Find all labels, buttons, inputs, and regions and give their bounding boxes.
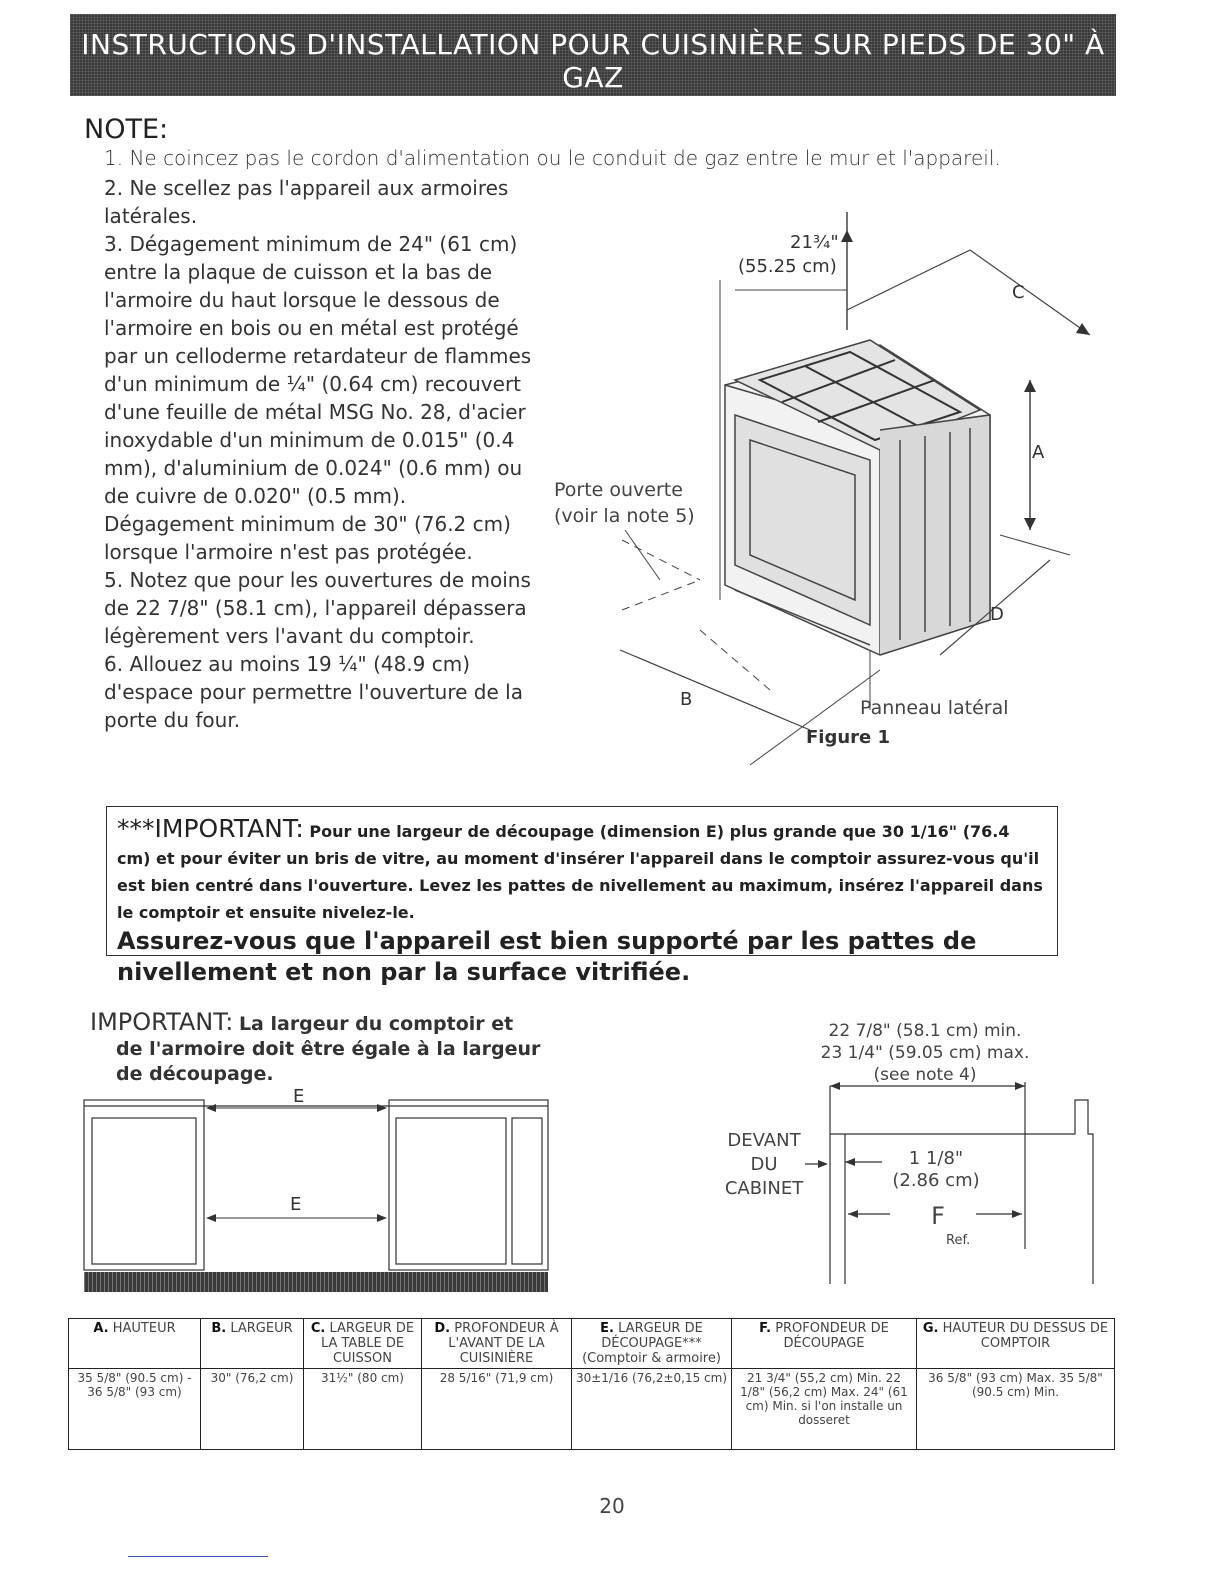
note-item-3b: Dégagement minimum de 30" (76.2 cm) lorsque l'armoire n'est pas protégée. (104, 512, 511, 564)
side-panel-label: Panneau latéral (860, 697, 1009, 719)
dim-f-cm: (2.86 cm) (892, 1170, 980, 1191)
range-installation-figure (550, 200, 1110, 760)
door-label-2: (voir la note 5) (554, 505, 695, 527)
important2-line1: La largeur du comptoir et (238, 1013, 514, 1035)
page-title: INSTRUCTIONS D'INSTALLATION POUR CUISINIÈRE SUR PIEDS DE 30" À GAZ (81, 28, 1105, 94)
figure-caption: Figure 1 (806, 727, 891, 748)
value-a: 35 5/8" (90.5 cm) - 36 5/8" (93 cm) (69, 1369, 201, 1450)
door-label-1: Porte ouverte (554, 479, 683, 501)
label-e-mid: E (290, 1194, 302, 1215)
footer-rule (128, 1556, 268, 1557)
dim-f-in: 1 1/8" (908, 1148, 964, 1169)
important-strong: Assurez-vous que l'appareil est bien supporté par les pattes de nivellement et non par la surface vitrifiée. (117, 927, 977, 986)
value-g: 36 5/8" (93 cm) Max. 35 5/8" (90.5 cm) Min. (917, 1369, 1115, 1450)
page-subtitle: (Modèles avec brûleurs fermés) (458, 96, 728, 116)
header-c: C. LARGEUR DE LA TABLE DE CUISSON (304, 1319, 422, 1369)
value-b: 30" (76,2 cm) (201, 1369, 304, 1450)
label-b: B (680, 689, 693, 710)
countertop-side-diagram (700, 1014, 1110, 1294)
table-header-row (69, 1319, 1115, 1369)
important-lead: ***IMPORTANT: (117, 814, 304, 843)
dimensions-table (68, 1318, 1115, 1450)
header-e: E. LARGEUR DE DÉCOUPAGE*** (Comptoir & armoire) (572, 1319, 732, 1369)
value-f: 21 3/4" (55,2 cm) Min. 22 1/8" (56,2 cm) Max. 24" (61 cm) Min. si l'on installe un dosseret (732, 1369, 917, 1450)
important-box (106, 806, 1058, 986)
side-note: (see note 4) (873, 1065, 977, 1085)
label-e-top: E (293, 1086, 305, 1107)
header-f: F. PROFONDEUR DE DÉCOUPAGE (732, 1319, 917, 1369)
header-d: D. PROFONDEUR À L'AVANT DE LA CUISINIÈRE (422, 1319, 572, 1369)
note-item-3: 3. Dégagement minimum de 24" (61 cm) entre la plaque de cuisson et la bas de l'armoire du haut lorsque le dessous de l'armoire en bois ou en métal est protégé par un celloderme retardateur de flammes d'un minimum de ¼" (0.64 cm) recouvert d'une feuille de métal MSG No. 28, d'acier inoxydable d'un minimum de 0.015" (0.4 mm), d'aluminium de 0.024" (0.6 mm) ou de cuivre de 0.020" (0.5 mm). (104, 232, 532, 508)
header-a: A. HAUTEUR (69, 1319, 201, 1369)
label-d: D (990, 604, 1004, 625)
devant-3: CABINET (724, 1178, 804, 1199)
note-title: NOTE: (84, 114, 169, 145)
table-row (69, 1369, 1115, 1450)
note-list (104, 174, 534, 734)
dim-top-cm: (55.25 cm) (738, 256, 837, 277)
dim-top-in: 21¾" (790, 232, 839, 253)
cabinet-cutout-diagram (84, 1086, 550, 1295)
important-text: Pour une largeur de découpage (dimension E) plus grande que 30 1/16" (76.4 cm) et pour éviter un bris de vitre, au moment d'insérer l'appareil dans le comptoir assurez-vous qu'il est bien centré dans l'ouverture. Levez les pattes de nivellement au maximum, insérez l'appareil dans le comptoir et ensuite nivelez-le. (117, 822, 1043, 922)
note-item-2: 2. Ne scellez pas l'appareil aux armoires latérales. (104, 176, 509, 228)
header-banner (70, 14, 1116, 116)
page-number: 20 (599, 1494, 625, 1518)
important2-lead: IMPORTANT: (90, 1008, 234, 1036)
side-max: 23 1/4" (59.05 cm) max. (820, 1043, 1030, 1063)
header-b: B. LARGEUR (201, 1319, 304, 1369)
floor-band (84, 1272, 548, 1292)
note-item-5: 5. Notez que pour les ouvertures de moins de 22 7/8" (58.1 cm), l'appareil dépassera légèrement vers l'avant du comptoir. (104, 568, 531, 648)
value-c: 31½" (80 cm) (304, 1369, 422, 1450)
important2-line2: de l'armoire doit être égale à la largeur (116, 1038, 541, 1060)
important2-line3: de découpage. (116, 1063, 274, 1085)
label-ref: Ref. (946, 1233, 971, 1248)
devant-2: DU (750, 1154, 778, 1175)
important-body (117, 815, 1047, 926)
important-width-note (90, 1008, 560, 1087)
side-min: 22 7/8" (58.1 cm) min. (828, 1021, 1022, 1041)
label-f: F (931, 1202, 945, 1230)
side-panel (880, 415, 990, 655)
label-a: A (1032, 442, 1045, 463)
label-c: C (1012, 282, 1025, 303)
note-item-1: 1. Ne coincez pas le cordon d'alimentation ou le conduit de gaz entre le mur et l'appareil. (104, 146, 1001, 170)
value-d: 28 5/16" (71,9 cm) (422, 1369, 572, 1450)
value-e: 30±1/16 (76,2±0,15 cm) (572, 1369, 732, 1450)
header-g: G. HAUTEUR DU DESSUS DE COMPTOIR (917, 1319, 1115, 1369)
note-item-6: 6. Allouez au moins 19 ¼" (48.9 cm) d'espace pour permettre l'ouverture de la porte du four. (104, 652, 523, 732)
devant-1: DEVANT (727, 1130, 801, 1151)
